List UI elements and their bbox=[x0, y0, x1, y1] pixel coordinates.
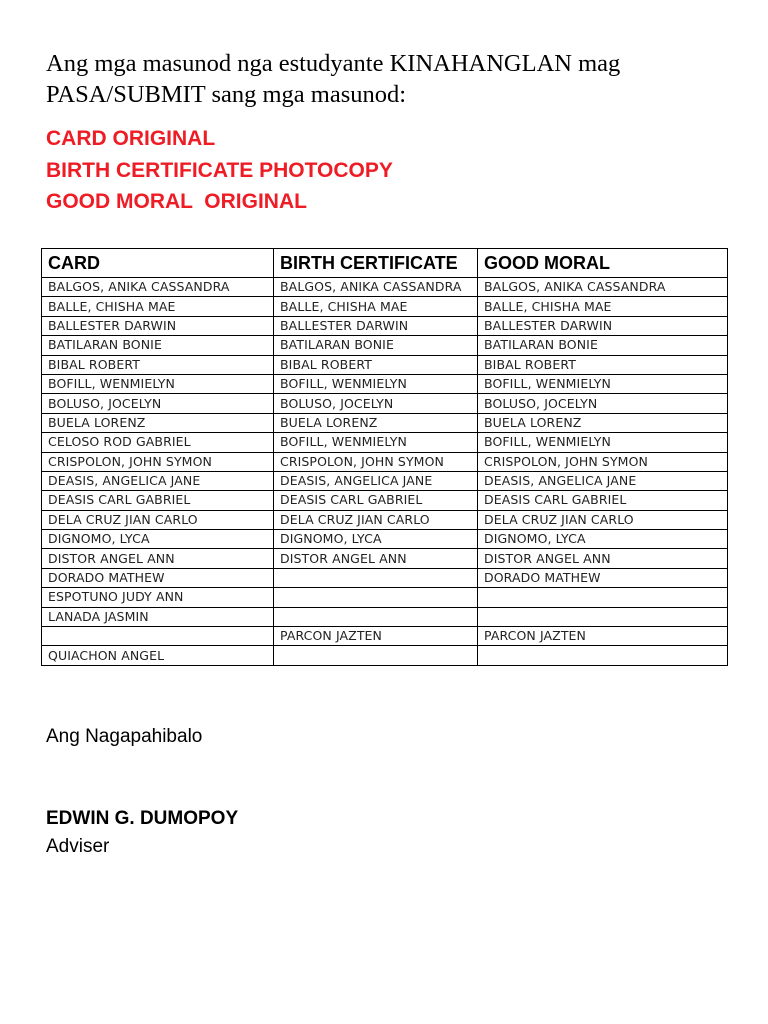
table-body bbox=[42, 278, 728, 666]
intro-line-1: Ang mga masunod nga estudyante KINAHANGLAN mag bbox=[46, 50, 621, 77]
table-row bbox=[42, 646, 728, 665]
cell-good-moral: BOLUSO, JOCELYN bbox=[478, 394, 728, 413]
cell-card: BIBAL ROBERT bbox=[42, 355, 274, 374]
requirement-card: CARD ORIGINAL bbox=[46, 127, 216, 150]
table-row bbox=[42, 394, 728, 413]
cell-birth-certificate: CRISPOLON, JOHN SYMON bbox=[274, 452, 478, 471]
table-row bbox=[42, 452, 728, 471]
cell-birth-certificate bbox=[274, 588, 478, 607]
table-row bbox=[42, 627, 728, 646]
cell-card: BOFILL, WENMIELYN bbox=[42, 374, 274, 393]
cell-card: BOLUSO, JOCELYN bbox=[42, 394, 274, 413]
intro-line-2: PASA/SUBMIT sang mga masunod: bbox=[46, 81, 407, 108]
header-card: CARD bbox=[42, 249, 274, 278]
table-row bbox=[42, 471, 728, 490]
cell-birth-certificate: PARCON JAZTEN bbox=[274, 627, 478, 646]
cell-good-moral bbox=[478, 588, 728, 607]
table-row bbox=[42, 316, 728, 335]
cell-good-moral bbox=[478, 607, 728, 626]
table-row bbox=[42, 510, 728, 529]
cell-birth-certificate bbox=[274, 568, 478, 587]
cell-card: LANADA JASMIN bbox=[42, 607, 274, 626]
requirements-list bbox=[46, 123, 393, 218]
table-row bbox=[42, 336, 728, 355]
cell-good-moral: BOFILL, WENMIELYN bbox=[478, 433, 728, 452]
cell-birth-certificate: BUELA LORENZ bbox=[274, 413, 478, 432]
cell-card: QUIACHON ANGEL bbox=[42, 646, 274, 665]
cell-good-moral: BALLE, CHISHA MAE bbox=[478, 297, 728, 316]
cell-card: DEASIS CARL GABRIEL bbox=[42, 491, 274, 510]
cell-birth-certificate: BALLESTER DARWIN bbox=[274, 316, 478, 335]
table-row bbox=[42, 433, 728, 452]
cell-card: BATILARAN BONIE bbox=[42, 336, 274, 355]
cell-card: CRISPOLON, JOHN SYMON bbox=[42, 452, 274, 471]
cell-good-moral: BUELA LORENZ bbox=[478, 413, 728, 432]
table-row bbox=[42, 568, 728, 587]
cell-good-moral: DORADO MATHEW bbox=[478, 568, 728, 587]
cell-card: BUELA LORENZ bbox=[42, 413, 274, 432]
cell-birth-certificate: DELA CRUZ JIAN CARLO bbox=[274, 510, 478, 529]
cell-good-moral: BOFILL, WENMIELYN bbox=[478, 374, 728, 393]
cell-good-moral: DELA CRUZ JIAN CARLO bbox=[478, 510, 728, 529]
cell-good-moral: CRISPOLON, JOHN SYMON bbox=[478, 452, 728, 471]
cell-birth-certificate bbox=[274, 646, 478, 665]
cell-birth-certificate: BALGOS, ANIKA CASSANDRA bbox=[274, 278, 478, 297]
cell-birth-certificate: DEASIS CARL GABRIEL bbox=[274, 491, 478, 510]
cell-birth-certificate: BOLUSO, JOCELYN bbox=[274, 394, 478, 413]
cell-card: DEASIS, ANGELICA JANE bbox=[42, 471, 274, 490]
cell-good-moral: BALGOS, ANIKA CASSANDRA bbox=[478, 278, 728, 297]
table-row bbox=[42, 355, 728, 374]
intro-text bbox=[46, 48, 746, 110]
table-row bbox=[42, 278, 728, 297]
cell-card: BALGOS, ANIKA CASSANDRA bbox=[42, 278, 274, 297]
table-row bbox=[42, 413, 728, 432]
table-row bbox=[42, 374, 728, 393]
cell-birth-certificate: BALLE, CHISHA MAE bbox=[274, 297, 478, 316]
cell-card: BALLESTER DARWIN bbox=[42, 316, 274, 335]
cell-birth-certificate: BIBAL ROBERT bbox=[274, 355, 478, 374]
cell-good-moral: DEASIS, ANGELICA JANE bbox=[478, 471, 728, 490]
cell-birth-certificate: BATILARAN BONIE bbox=[274, 336, 478, 355]
header-good-moral: GOOD MORAL bbox=[478, 249, 728, 278]
cell-good-moral bbox=[478, 646, 728, 665]
cell-good-moral: BIBAL ROBERT bbox=[478, 355, 728, 374]
header-birth-certificate: BIRTH CERTIFICATE bbox=[274, 249, 478, 278]
table-header-row bbox=[42, 249, 728, 278]
cell-card: ESPOTUNO JUDY ANN bbox=[42, 588, 274, 607]
cell-card bbox=[42, 627, 274, 646]
table-row bbox=[42, 530, 728, 549]
cell-card: DIGNOMO, LYCA bbox=[42, 530, 274, 549]
cell-good-moral: BATILARAN BONIE bbox=[478, 336, 728, 355]
cell-good-moral: DEASIS CARL GABRIEL bbox=[478, 491, 728, 510]
table-row bbox=[42, 588, 728, 607]
table-row bbox=[42, 491, 728, 510]
table-row bbox=[42, 297, 728, 316]
table-row bbox=[42, 549, 728, 568]
cell-card: DISTOR ANGEL ANN bbox=[42, 549, 274, 568]
cell-card: DORADO MATHEW bbox=[42, 568, 274, 587]
cell-birth-certificate: DIGNOMO, LYCA bbox=[274, 530, 478, 549]
cell-birth-certificate: DISTOR ANGEL ANN bbox=[274, 549, 478, 568]
requirement-birth-certificate: BIRTH CERTIFICATE PHOTOCOPY bbox=[46, 158, 393, 182]
closing-text: Ang Nagapahibalo bbox=[46, 726, 203, 747]
cell-birth-certificate bbox=[274, 607, 478, 626]
cell-good-moral: PARCON JAZTEN bbox=[478, 627, 728, 646]
cell-card: CELOSO ROD GABRIEL bbox=[42, 433, 274, 452]
table-row bbox=[42, 607, 728, 626]
signer-name: EDWIN G. DUMOPOY bbox=[46, 808, 239, 829]
student-requirements-table bbox=[41, 248, 728, 666]
cell-good-moral: DIGNOMO, LYCA bbox=[478, 530, 728, 549]
cell-birth-certificate: BOFILL, WENMIELYN bbox=[274, 433, 478, 452]
cell-good-moral: BALLESTER DARWIN bbox=[478, 316, 728, 335]
cell-card: BALLE, CHISHA MAE bbox=[42, 297, 274, 316]
requirement-good-moral: GOOD MORAL ORIGINAL bbox=[46, 190, 307, 213]
cell-birth-certificate: BOFILL, WENMIELYN bbox=[274, 374, 478, 393]
cell-birth-certificate: DEASIS, ANGELICA JANE bbox=[274, 471, 478, 490]
cell-good-moral: DISTOR ANGEL ANN bbox=[478, 549, 728, 568]
cell-card: DELA CRUZ JIAN CARLO bbox=[42, 510, 274, 529]
signer-title: Adviser bbox=[46, 836, 110, 857]
